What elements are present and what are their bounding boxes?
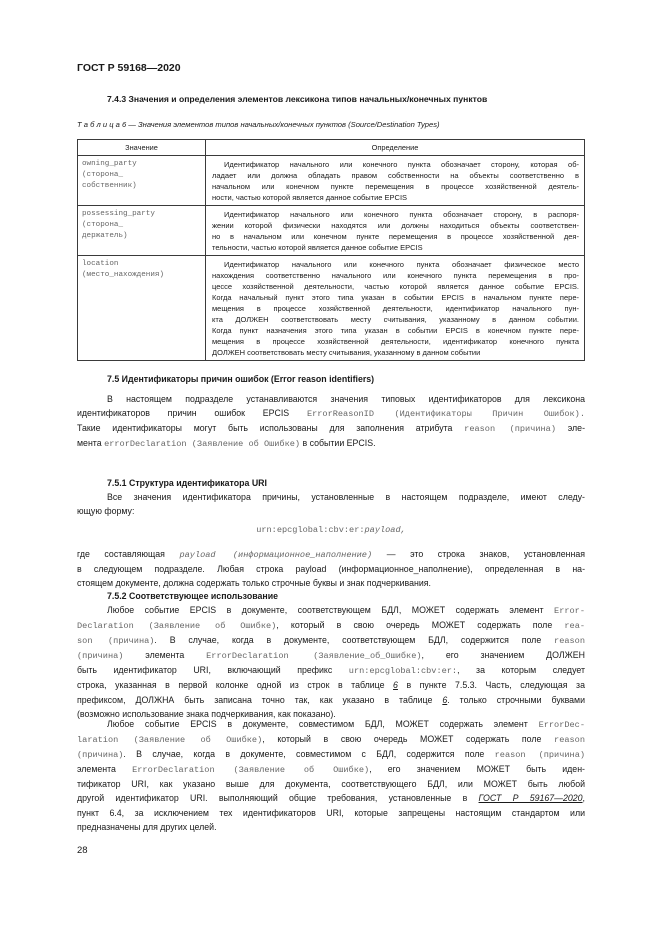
text-line	[77, 547, 585, 562]
text-line	[77, 406, 585, 421]
text-span: элемента	[77, 764, 133, 775]
text-span: ,	[582, 793, 585, 804]
definition-line: но в начальном или конечном пункте перемещения в процессе хозяйственной дея-	[212, 232, 579, 241]
text-span: в событии EPCIS.	[300, 438, 376, 449]
text-span: — это строка знаков, установленная	[372, 549, 585, 559]
formula-prefix: urn:epcglobal:cbv:er:	[256, 525, 365, 535]
section-heading-7-5: 7.5 Идентификаторы причин ошибок (Error reason identifiers)	[107, 374, 375, 384]
code-span: rea-	[564, 621, 586, 632]
table-link[interactable]: 6	[442, 694, 448, 705]
document-id: ГОСТ Р 59168—2020	[77, 62, 181, 74]
definition-line: Когда начальный пункт этого типа указан в событии EPCIS в начальном пункте пере-	[212, 293, 579, 302]
text-span: Любое событие EPCIS в документе, соответствующем БДЛ, МОЖЕТ содержать элемент	[107, 605, 555, 615]
text-line	[77, 717, 585, 732]
paragraph-7-5-1	[77, 490, 585, 518]
paragraph-7-5-2-b	[77, 717, 585, 834]
definition-line: ДОЛЖЕН соответствовать месту считывания, указанному в данном событии	[212, 348, 481, 357]
text-span: мента	[77, 438, 105, 449]
table-cell-definition	[206, 156, 585, 206]
text-line	[77, 762, 585, 777]
definition-line: ности, частью которой является данное событие EPCIS	[212, 193, 408, 202]
code-span: laration (Заявление об Ошибке)	[77, 735, 263, 746]
table-cell-definition	[206, 256, 585, 361]
table-caption: Т а б л и ц а 6 — Значения элементов типов начальных/конечных пунктов (Source/Destination Types)	[77, 120, 440, 129]
definition-line: мещения в процессе хозяйственной деятельности, идентификатор начального пун-	[212, 304, 579, 313]
table-row	[78, 206, 585, 256]
definition-line: жении которой физически находятся или должны находиться объекты соответствен-	[212, 221, 579, 230]
table-cell-value: owning_party (сторона_ собственник)	[78, 156, 206, 206]
formula-variable: payload,	[364, 525, 406, 535]
standard-link[interactable]: ГОСТ Р 59167—2020	[478, 793, 583, 804]
text-line	[77, 633, 585, 648]
text-line: тификатор URI, как указано выше для документа, соответствующего БДЛ, или МОЖЕТ быть любой	[77, 779, 585, 790]
code-span: ErrorReasonID (Идентификаторы Причин Ошибок).	[306, 409, 585, 420]
text-line	[77, 791, 585, 805]
code-span: ErrorDeclaration (Заявление_об_Ошибке)	[206, 651, 422, 662]
definition-line: ладает или должна обладать правом собственности на объекты соответственно в	[212, 171, 579, 180]
uri-formula	[77, 524, 585, 535]
section-heading-7-4-3: 7.4.3 Значения и определения элементов лексикона типов начальных/конечных пунктов	[107, 94, 488, 104]
text-span: , его значением ДОЛЖЕН	[421, 650, 585, 661]
code-span: errorDeclaration (Заявление об Ошибке)	[104, 439, 301, 450]
text-span: . В случае, когда в документе, совместимом с БДЛ, содержится поле	[123, 749, 495, 760]
code-span: ErrorDec-	[538, 720, 585, 730]
definition-line: тельности, частью которой является данное событие EPCIS	[212, 243, 423, 252]
definition-line: Идентификатор начального или конечного пункта обозначает физическое место	[224, 260, 579, 269]
definition-line: мещения в процессе хозяйственной деятельности, идентификатор конечного пункта	[212, 337, 579, 346]
table-cell-definition	[206, 206, 585, 256]
text-span: , за которым следует	[457, 665, 585, 676]
text-line	[77, 693, 585, 707]
text-span: идентификаторов причин ошибок EPCIS	[77, 408, 307, 419]
text-line: в следующем подразделе. Любая строка payload (информационное_наполнение), определенная в на-	[77, 564, 585, 575]
text-line: ющую форму:	[77, 506, 135, 517]
text-line	[77, 421, 585, 436]
text-line	[77, 648, 585, 663]
paragraph-payload	[77, 547, 585, 590]
text-span: где составляющая	[77, 549, 180, 559]
table-link[interactable]: 6	[393, 680, 398, 691]
text-span: , его значением МОЖЕТ быть иден-	[369, 764, 585, 775]
definition-line: начальном или конечном пункте перемещения в процессе хозяйственной деятель-	[212, 182, 579, 191]
table-row	[78, 156, 585, 206]
text-line	[77, 732, 585, 747]
text-line	[77, 747, 585, 762]
text-span: . В случае, когда в документе, соответствующем БДЛ, содержится поле	[154, 635, 555, 646]
text-span: быть идентификатор URI, включающий префикс	[77, 665, 349, 676]
text-span: в пункте 7.5.3. Часть, следующая за	[397, 680, 585, 691]
definition-line: кта ДОЛЖЕН соответствовать месту считывания, указанному в данном событии.	[212, 315, 579, 324]
text-line	[77, 436, 585, 451]
text-line: предназначены для других целей.	[77, 821, 217, 832]
code-span: (причина)	[77, 651, 124, 662]
code-span: Error-	[554, 606, 585, 616]
code-span: reason (причина)	[464, 424, 556, 435]
vocabulary-table	[77, 139, 585, 361]
definition-line: Когда пункт назначения этого типа указан в событии EPCIS в конечном пункте пере-	[212, 326, 579, 335]
text-span: эле-	[556, 423, 586, 434]
definition-line: нахождения соответственно начального или конечного пункта перемещения в про-	[212, 271, 579, 280]
definition-line: Идентификатор начального или конечного пункта обозначает сторону, которая об-	[224, 160, 579, 169]
text-span: , который в свою очередь МОЖЕТ содержать поле	[262, 734, 555, 745]
column-header-definition: Определение	[206, 140, 585, 156]
text-line	[77, 663, 585, 678]
section-heading-7-5-2: 7.5.2 Соответствующее использование	[107, 591, 278, 601]
text-line	[77, 603, 585, 618]
text-line: В настоящем подразделе устанавливаются значения типовых идентификаторов для лексикона	[107, 394, 585, 404]
text-span: , который в свою очередь МОЖЕТ содержать поле	[276, 620, 565, 631]
text-line: стоящем документе, должна содержать только строчные буквы и знак подчеркивания.	[77, 578, 431, 589]
text-line	[77, 618, 585, 633]
definition-line: цессе хозяйственной деятельности, частью которой является данное событие EPCIS.	[212, 282, 579, 291]
table-header-row	[78, 140, 585, 156]
text-line	[77, 678, 585, 692]
code-span: reason (причина)	[494, 750, 586, 761]
text-span: Такие идентификаторы могут быть использованы для заполнения атрибута	[77, 423, 465, 434]
text-span: другой идентификатор URI. выполняющий общие требования, установленные в	[77, 793, 479, 804]
table-cell-value: possessing_party (сторона_ держатель)	[78, 206, 206, 256]
paragraph-7-5-2-a	[77, 603, 585, 721]
text-span: строка, указанная в первой колонке одной из строк в таблице	[77, 680, 394, 691]
definition-line: Идентификатор начального или конечного пункта обозначает сторону, в распоря-	[224, 210, 579, 219]
column-header-value: Значение	[78, 140, 206, 156]
text-span: префиксом, ДОЛЖНА быть записана точно так, как указано в таблице	[77, 694, 443, 705]
table-row	[78, 256, 585, 361]
code-span: son (причина)	[77, 636, 155, 647]
code-span: reason	[554, 735, 585, 746]
code-span: (причина)	[77, 750, 124, 761]
text-line: Все значения идентификатора причины, установленные в настоящем подразделе, имеют следу-	[107, 492, 585, 502]
section-heading-7-5-1: 7.5.1 Структура идентификатора URI	[107, 478, 267, 488]
code-span: ErrorDeclaration (Заявление об Ошибке)	[132, 765, 370, 776]
text-line: (возможно использование знака подчеркивания, как показано).	[77, 708, 336, 719]
code-span: Declaration (Заявление об Ошибке)	[77, 621, 277, 632]
text-span: элемента	[123, 650, 207, 661]
text-line: пункт 6.4, за исключением тех идентификаторов URI, которые запрещены настоящим стандартом или	[77, 807, 585, 818]
paragraph-7-5	[77, 392, 585, 451]
code-span: reason	[554, 636, 585, 647]
page-number: 28	[77, 845, 88, 856]
code-span: urn:epcglobal:cbv:er:	[348, 666, 458, 677]
text-span: . только строчными буквами	[447, 694, 585, 705]
table-cell-value: location (место_нахождения)	[78, 256, 206, 361]
text-span: Любое событие EPCIS в документе, совместимом БДЛ, МОЖЕТ содержать элемент	[107, 719, 539, 729]
code-span: payload (информационное_наполнение)	[179, 550, 373, 560]
